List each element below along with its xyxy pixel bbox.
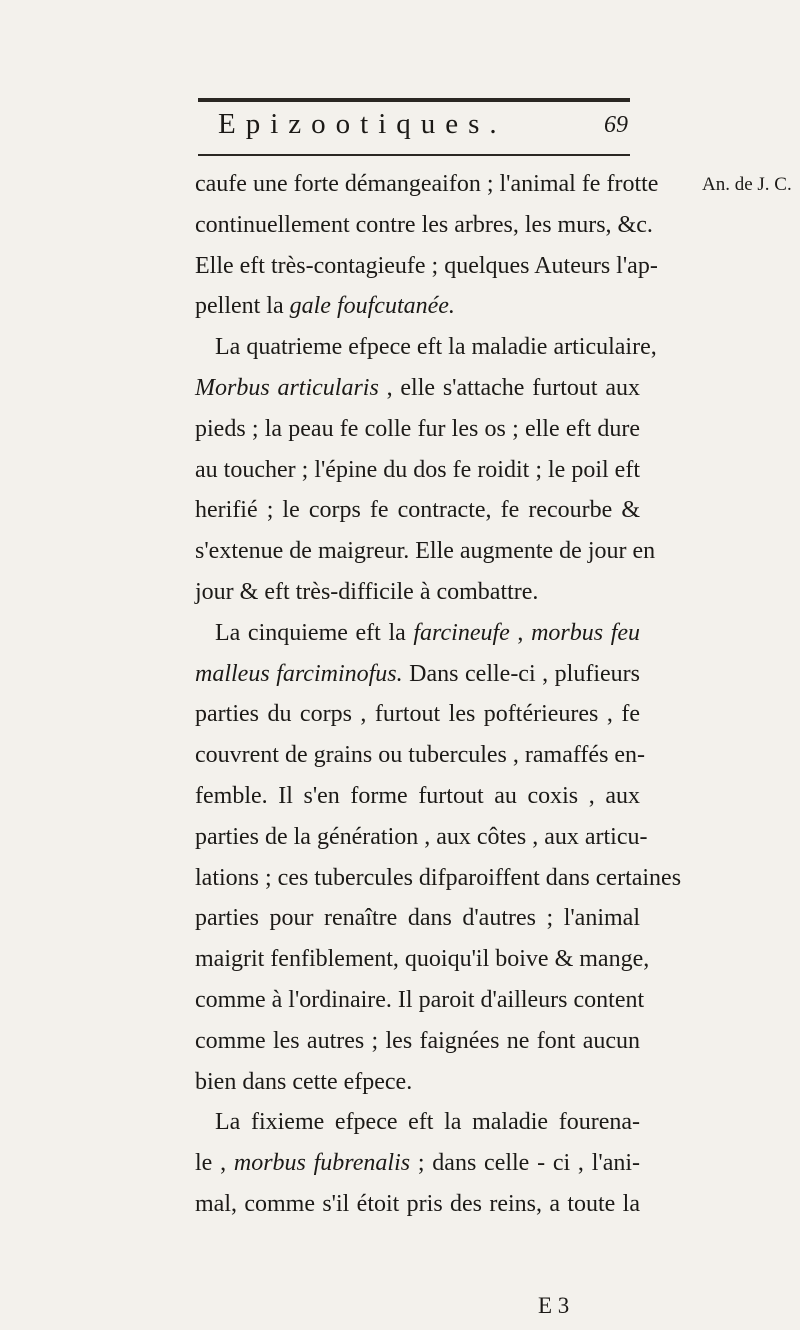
text-segment: Elle eft très-contagieufe ; quelques Auteurs l'ap-: [195, 252, 658, 279]
italic-text: Morbus articularis: [195, 374, 379, 401]
text-segment: parties de la génération , aux côtes , aux articu-: [195, 823, 648, 850]
text-segment: parties pour renaître dans d'autres ; l'animal: [195, 905, 640, 932]
text-line: [195, 1184, 640, 1225]
text-segment: couvrent de grains ou tubercules , ramaffés en-: [195, 742, 646, 769]
text-line: [195, 735, 646, 776]
text-segment: bien dans cette efpece.: [195, 1068, 413, 1095]
text-line: [195, 572, 640, 613]
text-segment: continuellement contre les arbres, les murs, &c.: [195, 211, 653, 238]
text-line: [195, 368, 640, 409]
text-line: [195, 327, 657, 368]
text-segment: au toucher ; l'épine du dos fe roidit ; le poil eft: [195, 456, 640, 483]
text-segment: s'extenue de maigreur. Elle augmente de jour en: [195, 538, 656, 565]
text-line: [195, 654, 640, 695]
text-line: [195, 531, 656, 572]
text-segment: ; dans celle - ci , l'ani-: [410, 1150, 641, 1177]
text-segment: , elle s'attache furtout aux: [378, 374, 640, 401]
text-line: [195, 450, 640, 491]
text-segment: maigrit fenfiblement, quoiqu'il boive & mange,: [195, 946, 650, 973]
text-line: [195, 817, 648, 858]
italic-text: malleus farciminofus.: [195, 660, 403, 687]
text-segment: pieds ; la peau fe colle fur les os ; elle eft dure: [195, 415, 640, 442]
text-line: [195, 205, 653, 246]
text-segment: La fixieme efpece eft la maladie fourena-: [215, 1109, 640, 1136]
text-line: [195, 776, 640, 817]
text-segment: ,: [509, 619, 532, 646]
text-line: [195, 1143, 640, 1184]
text-segment: lations ; ces tubercules difparoiffent dans certaines: [195, 864, 682, 891]
text-line: [195, 1102, 640, 1143]
text-segment: le ,: [195, 1150, 234, 1177]
text-line: [195, 1062, 640, 1103]
text-segment: herifié ; le corps fe contracte, fe recourbe &: [195, 497, 640, 524]
running-head: Epizootiques.: [218, 108, 507, 140]
text-segment: La quatrieme efpece eft la maladie articulaire,: [215, 334, 657, 361]
signature-mark: E 3: [538, 1293, 570, 1318]
text-line: [195, 286, 640, 327]
text-line: [195, 409, 640, 450]
text-line: [195, 490, 640, 531]
text-line: [195, 246, 658, 287]
text-segment: pellent la: [195, 293, 290, 320]
margin-note: An. de J. C.: [702, 174, 792, 195]
page-number: 69: [604, 112, 628, 138]
italic-text: farcineufe: [413, 619, 510, 646]
body-text: [195, 164, 682, 1225]
text-line: [195, 1021, 640, 1062]
text-line: [195, 980, 645, 1021]
text-segment: comme les autres ; les faignées ne font aucun: [195, 1027, 640, 1054]
text-line: [195, 939, 650, 980]
text-segment: caufe une forte démangeaifon ; l'animal fe frotte: [195, 171, 659, 197]
top-rule: [198, 98, 630, 102]
text-segment: jour & eft très-difficile à combattre.: [195, 578, 539, 605]
text-segment: La cinquieme eft la: [215, 619, 414, 646]
text-segment: Dans celle-ci , plufieurs: [402, 660, 640, 687]
header-rule: [198, 154, 630, 156]
italic-text: gale foufcutanée.: [289, 293, 455, 320]
italic-text: morbus feu: [531, 619, 641, 646]
text-segment: mal, comme s'il étoit pris des reins, a toute la: [195, 1190, 640, 1217]
text-segment: femble. Il s'en forme furtout au coxis , aux: [195, 782, 640, 809]
italic-text: morbus fubrenalis: [233, 1150, 411, 1177]
text-line: [195, 613, 640, 654]
text-segment: parties du corps , furtout les poftérieures , fe: [195, 701, 640, 728]
text-line: [195, 694, 640, 735]
text-line: [195, 858, 682, 899]
text-line: [195, 164, 659, 205]
text-line: [195, 898, 640, 939]
text-segment: comme à l'ordinaire. Il paroit d'ailleurs content: [195, 986, 645, 1013]
